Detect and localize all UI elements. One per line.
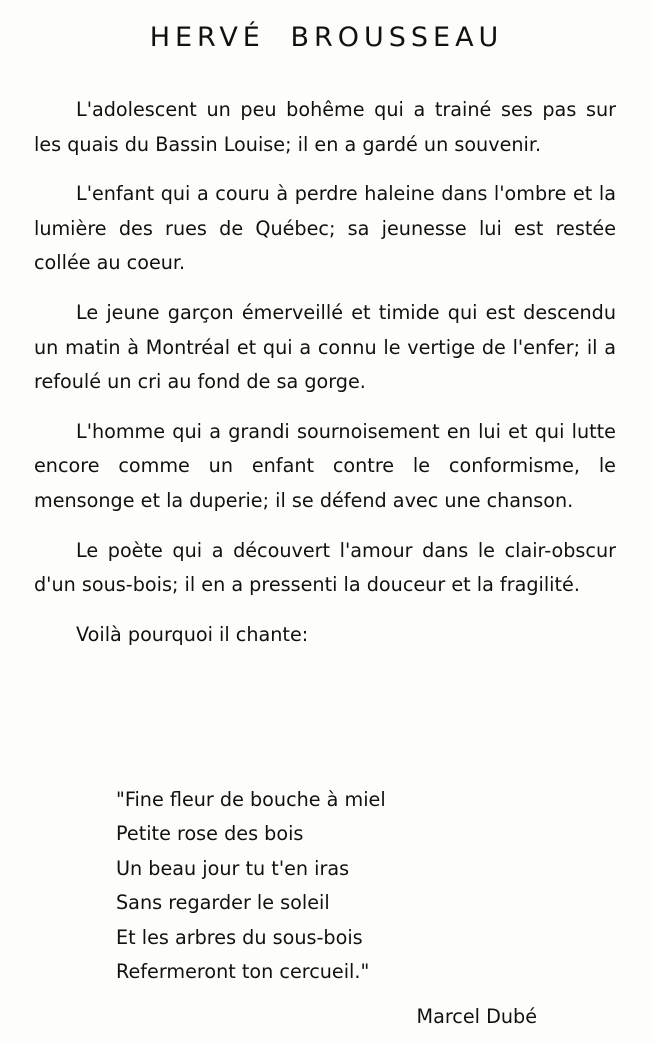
poem-line: Petite rose des bois — [116, 822, 304, 846]
poem-line: "Fine fleur de bouche à miel — [116, 788, 386, 811]
author-signature: Marcel Dubé — [416, 1005, 537, 1028]
paragraph-enfant: L'enfant qui a couru à perdre haleine dans l'ombre et la lumière des rues de Québec; sa jeunesse lui est restée collée au coeur. — [34, 182, 616, 275]
paragraph-jeune-garcon: Le jeune garçon émerveillé et timide qui est descendu un matin à Montréal et qui a connu le vertige de l'enfer; il a refoulé un cri au fond de sa gorge. — [34, 300, 616, 394]
paragraph-poete: Le poète qui a découvert l'amour dans le clair-obscur d'un sous-bois; il en a pressenti la douceur et la fragilité. — [34, 538, 616, 597]
body-text — [34, 93, 616, 652]
poem-quote — [116, 783, 386, 989]
poem-line: Refermeront ton cercueil." — [116, 960, 370, 984]
page-title: HERVÉ BROUSSEAU — [149, 22, 504, 53]
paragraph-adolescent: L'adolescent un peu bohême qui a trainé ses pas sur les quais du Bassin Louise; il en a gardé un souvenir. — [34, 98, 616, 156]
poem-line: Et les arbres du sous-bois — [116, 925, 363, 949]
paragraph-homme: L'homme qui a grandi sournoisement en lui et qui lutte encore comme un enfant contre le conformisme, le mensonge et la duperie; il se défend avec une chanson. — [34, 419, 616, 512]
poem-intro: Voilà pourquoi il chante: — [76, 622, 309, 646]
poem-line: Sans regarder le soleil — [116, 891, 330, 915]
poem-line: Un beau jour tu t'en iras — [116, 856, 350, 880]
